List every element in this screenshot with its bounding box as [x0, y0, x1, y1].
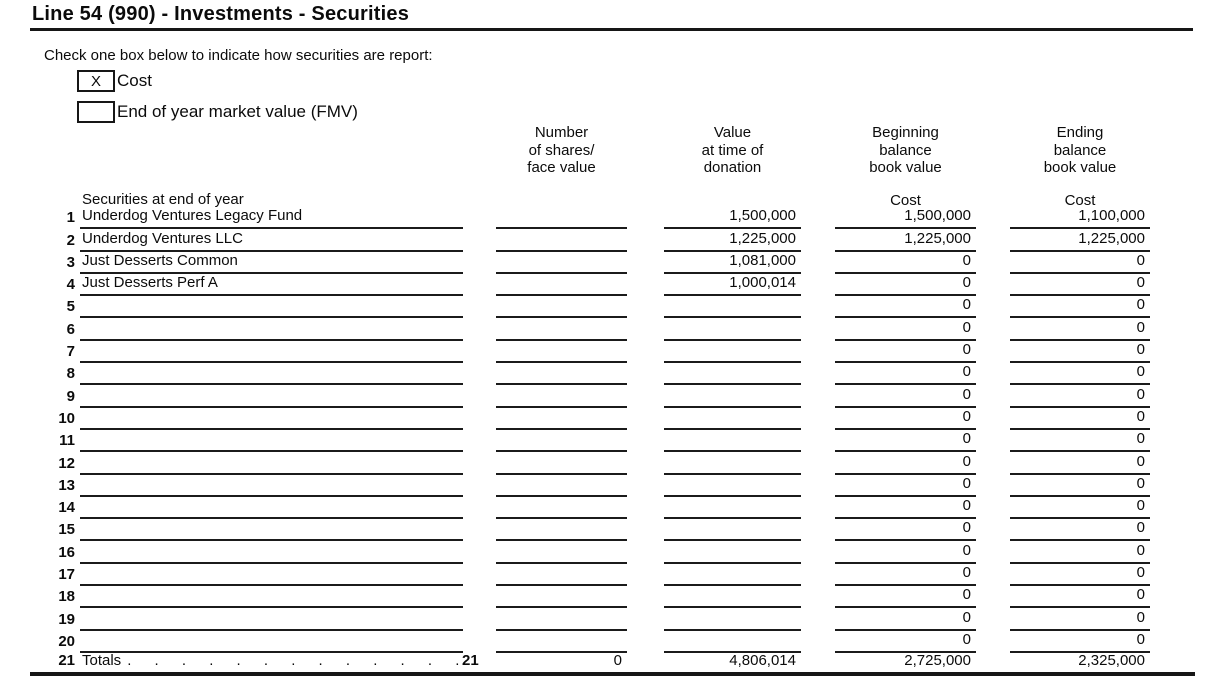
header-line: book value [1043, 159, 1117, 176]
shares-field[interactable] [496, 206, 627, 229]
beginning-balance-field[interactable]: 1,500,000 [835, 206, 976, 229]
row-number: 7 [66, 343, 75, 361]
donation-value-field[interactable] [664, 474, 801, 497]
row-number: 20 [58, 632, 75, 650]
row-number: 8 [66, 365, 75, 383]
beginning-balance-field[interactable]: 1,225,000 [835, 229, 976, 252]
shares-field[interactable] [496, 273, 627, 296]
header-line: book value [869, 159, 942, 176]
fmv-checkbox-row [77, 101, 358, 123]
beginning-balance-field[interactable]: 0 [835, 563, 976, 586]
column-header-shares [496, 124, 627, 177]
table-row [0, 631, 1215, 653]
security-name-field[interactable] [80, 474, 463, 497]
table-row [0, 296, 1215, 318]
donation-value-field[interactable] [664, 496, 801, 519]
security-name-field[interactable] [80, 362, 463, 385]
header-sub-cost: Cost [890, 191, 921, 209]
shares-field[interactable] [496, 608, 627, 631]
cost-checkbox[interactable] [77, 70, 115, 92]
securities-column-label: Securities at end of year [82, 191, 244, 208]
row-number: 16 [58, 543, 75, 561]
row-number: 2 [66, 231, 75, 249]
beginning-balance-field[interactable]: 0 [835, 429, 976, 452]
beginning-balance-field[interactable]: 0 [835, 496, 976, 519]
header-line: Beginning [872, 124, 939, 141]
header-line: donation [703, 159, 762, 176]
header-line: balance [1053, 141, 1107, 159]
donation-value-field[interactable] [664, 452, 801, 475]
security-name-field[interactable] [80, 608, 463, 631]
totals-shares-value: 0 [613, 652, 622, 669]
security-name-field[interactable]: Underdog Ventures LLC [80, 229, 463, 252]
security-name-field[interactable] [80, 563, 463, 586]
title-rule [30, 28, 1193, 31]
table-row [0, 519, 1215, 541]
donation-value-field[interactable] [664, 385, 801, 408]
row-number: 5 [66, 298, 75, 316]
ending-balance-field[interactable]: 0 [1010, 541, 1150, 564]
header-line: balance [879, 141, 932, 159]
donation-value-field[interactable] [664, 362, 801, 385]
row-number: 10 [58, 409, 75, 427]
fmv-checkbox[interactable] [77, 101, 115, 123]
ending-balance-field[interactable]: 0 [1010, 518, 1150, 541]
ending-balance-field[interactable]: 0 [1010, 585, 1150, 608]
security-name-field[interactable] [80, 429, 463, 452]
beginning-balance-field[interactable]: 0 [835, 340, 976, 363]
donation-value-field[interactable]: 1,225,000 [664, 229, 801, 252]
shares-field[interactable] [496, 518, 627, 541]
ending-balance-field[interactable]: 0 [1010, 340, 1150, 363]
table-row [0, 586, 1215, 608]
beginning-balance-field[interactable]: 0 [835, 585, 976, 608]
ending-balance-field[interactable]: 0 [1010, 630, 1150, 653]
ending-balance-field[interactable]: 0 [1010, 251, 1150, 274]
header-line: at time of [701, 141, 764, 159]
totals-line-ref: 21 [462, 652, 479, 669]
shares-field[interactable] [496, 318, 627, 341]
table-row [0, 363, 1215, 385]
row-number: 17 [58, 566, 75, 584]
shares-field[interactable] [496, 340, 627, 363]
header-line: Value [713, 124, 752, 141]
donation-value-field[interactable] [664, 608, 801, 631]
ending-balance-field[interactable]: 0 [1010, 362, 1150, 385]
row-number: 1 [66, 209, 75, 227]
donation-value-field[interactable] [664, 429, 801, 452]
table-row [0, 475, 1215, 497]
cost-checkbox-row [77, 70, 152, 92]
beginning-balance-field[interactable]: 0 [835, 318, 976, 341]
securities-rows [0, 207, 1215, 653]
fmv-checkbox-label: End of year market value (FMV) [117, 102, 358, 121]
table-row [0, 207, 1215, 229]
row-number: 18 [58, 588, 75, 606]
column-header-beginning [835, 124, 976, 209]
header-sub-cost: Cost [1064, 191, 1096, 209]
header-line: of shares/ [528, 141, 595, 159]
ending-balance-field[interactable]: 0 [1010, 273, 1150, 296]
security-name-field[interactable]: Underdog Ventures Legacy Fund [80, 206, 463, 229]
shares-field[interactable] [496, 563, 627, 586]
table-row [0, 318, 1215, 340]
donation-value-field[interactable] [664, 585, 801, 608]
donation-value-field[interactable] [664, 630, 801, 653]
row-number: 13 [58, 476, 75, 494]
beginning-balance-field[interactable]: 0 [835, 362, 976, 385]
beginning-balance-field[interactable]: 0 [835, 251, 976, 274]
donation-value-field[interactable] [664, 541, 801, 564]
column-header-ending [1010, 124, 1150, 209]
ending-balance-field[interactable]: 1,225,000 [1010, 229, 1150, 252]
shares-field[interactable] [496, 541, 627, 564]
row-number: 11 [59, 432, 75, 450]
totals-donation-value: 4,806,014 [729, 652, 796, 669]
totals-beginning-value: 2,725,000 [904, 652, 971, 669]
security-name-field[interactable] [80, 496, 463, 519]
ending-balance-field[interactable]: 0 [1010, 563, 1150, 586]
table-row [0, 541, 1215, 563]
beginning-balance-field[interactable]: 0 [835, 518, 976, 541]
table-row [0, 229, 1215, 251]
row-number: 12 [58, 454, 75, 472]
shares-field[interactable] [496, 630, 627, 653]
dot-leader: . . . . . . . . . . . . . [127, 652, 461, 669]
table-row [0, 252, 1215, 274]
donation-value-field[interactable] [664, 518, 801, 541]
donation-value-field[interactable]: 1,081,000 [664, 251, 801, 274]
totals-label [80, 651, 462, 672]
ending-balance-field[interactable]: 0 [1010, 407, 1150, 430]
table-row [0, 497, 1215, 519]
donation-value-field[interactable] [664, 340, 801, 363]
totals-row [0, 651, 1215, 673]
shares-field[interactable] [496, 452, 627, 475]
security-name-field[interactable] [80, 407, 463, 430]
shares-field[interactable] [496, 295, 627, 318]
row-number: 6 [66, 320, 75, 338]
ending-balance-field[interactable]: 0 [1010, 452, 1150, 475]
beginning-balance-field[interactable]: 0 [835, 452, 976, 475]
row-number: 14 [58, 499, 75, 517]
shares-field[interactable] [496, 496, 627, 519]
shares-field[interactable] [496, 251, 627, 274]
security-name-field[interactable] [80, 518, 463, 541]
instruction-text: Check one box below to indicate how securities are report: [44, 47, 433, 64]
security-name-field[interactable] [80, 630, 463, 653]
ending-balance-field[interactable]: 0 [1010, 496, 1150, 519]
ending-balance-field[interactable]: 0 [1010, 474, 1150, 497]
ending-balance-field[interactable]: 0 [1010, 608, 1150, 631]
totals-row-number: 21 [58, 652, 75, 669]
ending-balance-field[interactable]: 0 [1010, 295, 1150, 318]
table-row [0, 341, 1215, 363]
column-header-value [664, 124, 801, 177]
ending-balance-field[interactable]: 0 [1010, 385, 1150, 408]
donation-value-field[interactable] [664, 318, 801, 341]
security-name-field[interactable] [80, 541, 463, 564]
security-name-field[interactable] [80, 452, 463, 475]
table-row [0, 430, 1215, 452]
table-row [0, 564, 1215, 586]
table-row [0, 408, 1215, 430]
shares-field[interactable] [496, 385, 627, 408]
shares-field[interactable] [496, 429, 627, 452]
security-name-field[interactable] [80, 385, 463, 408]
shares-field[interactable] [496, 229, 627, 252]
bottom-rule [30, 672, 1195, 676]
shares-field[interactable] [496, 362, 627, 385]
totals-ending-value: 2,325,000 [1078, 652, 1145, 669]
ending-balance-field[interactable]: 1,100,000 [1010, 206, 1150, 229]
header-line: face value [527, 159, 596, 176]
security-name-field[interactable] [80, 318, 463, 341]
shares-field[interactable] [496, 474, 627, 497]
shares-field[interactable] [496, 585, 627, 608]
row-number: 3 [66, 253, 75, 271]
beginning-balance-field[interactable]: 0 [835, 273, 976, 296]
security-name-field[interactable] [80, 295, 463, 318]
row-number: 15 [58, 521, 75, 539]
security-name-field[interactable] [80, 340, 463, 363]
donation-value-field[interactable] [664, 407, 801, 430]
security-name-field[interactable]: Just Desserts Perf A [80, 273, 463, 296]
header-line: Number [534, 124, 589, 141]
header-line: Ending [1056, 124, 1104, 141]
table-row [0, 274, 1215, 296]
beginning-balance-field[interactable]: 0 [835, 295, 976, 318]
security-name-field[interactable]: Just Desserts Common [80, 251, 463, 274]
shares-field[interactable] [496, 407, 627, 430]
totals-text: Totals [82, 652, 122, 669]
page-title: Line 54 (990) - Investments - Securities [32, 3, 410, 25]
table-row [0, 608, 1215, 630]
table-row [0, 385, 1215, 407]
cost-checkbox-label: Cost [117, 71, 152, 90]
checkbox-x-mark: X [90, 72, 101, 90]
donation-value-field[interactable] [664, 563, 801, 586]
table-row [0, 452, 1215, 474]
beginning-balance-field[interactable]: 0 [835, 407, 976, 430]
row-number: 19 [58, 610, 75, 628]
donation-value-field[interactable]: 1,000,014 [664, 273, 801, 296]
beginning-balance-field[interactable]: 0 [835, 474, 976, 497]
donation-value-field[interactable]: 1,500,000 [664, 206, 801, 229]
donation-value-field[interactable] [664, 295, 801, 318]
security-name-field[interactable] [80, 585, 463, 608]
ending-balance-field[interactable]: 0 [1010, 429, 1150, 452]
ending-balance-field[interactable]: 0 [1010, 318, 1150, 341]
beginning-balance-field[interactable]: 0 [835, 630, 976, 653]
row-number: 9 [66, 387, 75, 405]
beginning-balance-field[interactable]: 0 [835, 608, 976, 631]
row-number: 4 [66, 276, 75, 294]
beginning-balance-field[interactable]: 0 [835, 385, 976, 408]
beginning-balance-field[interactable]: 0 [835, 541, 976, 564]
